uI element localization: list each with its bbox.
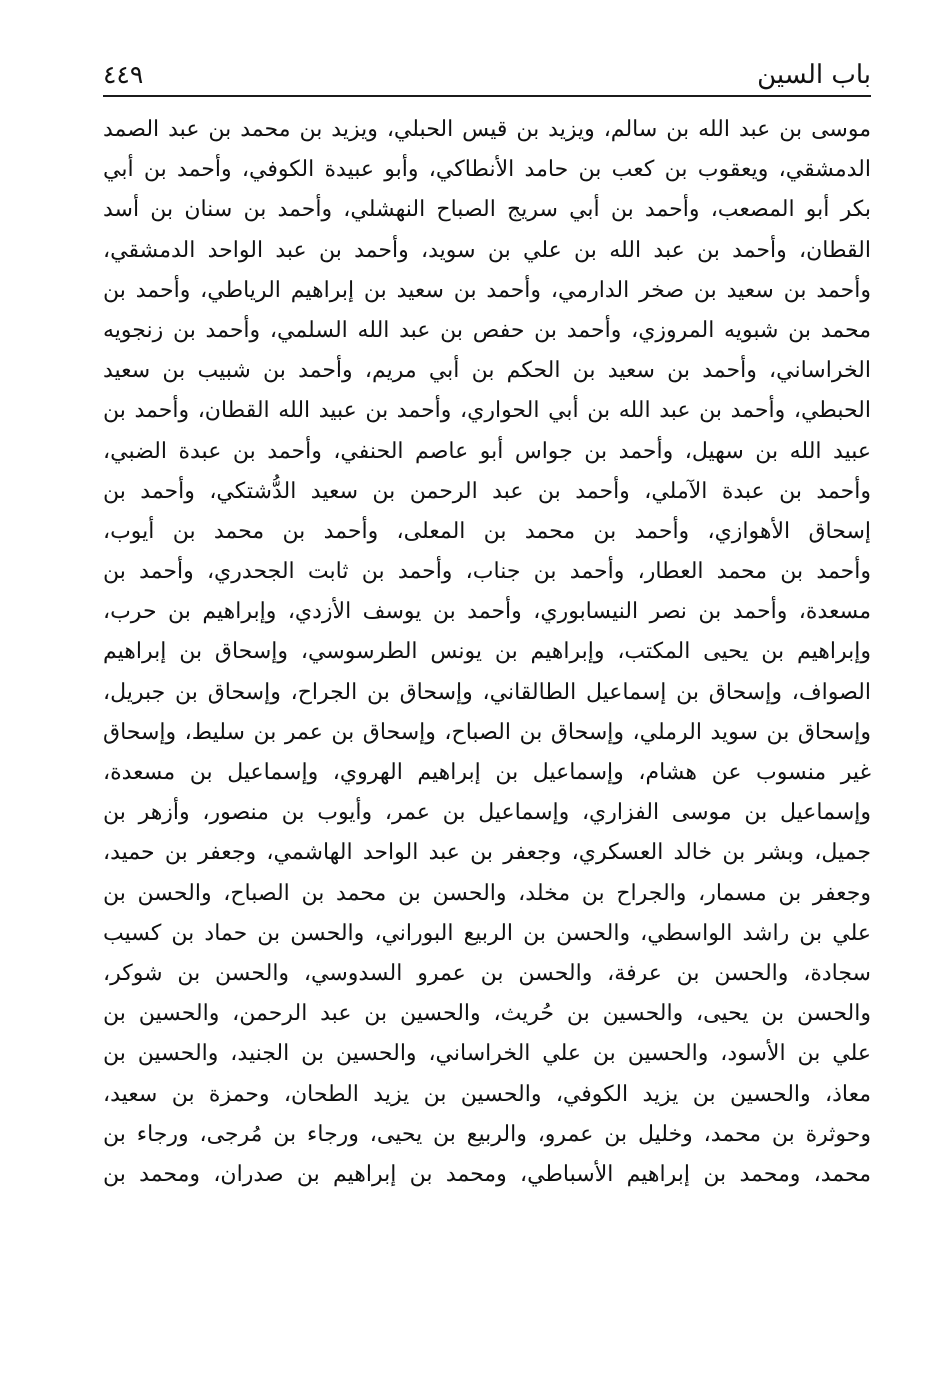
text-line: معاذ، والحسين بن يزيد الكوفي، والحسين بن يزيد الطحان، وحمزة بن سعيد، [103,1081,871,1107]
text-line: الصواف، وإسحاق بن إسماعيل الطالقاني، وإسحاق بن الجراح، وإسحاق بن جبريل، [103,679,871,705]
text-line: وأحمد بن عبدة الآملي، وأحمد بن عبد الرحمن بن سعيد الدُّشتكي، وأحمد بن [103,478,871,504]
body-text [103,110,871,1195]
chapter-title: باب السين [757,60,871,90]
text-line: بكر أبو المصعب، وأحمد بن أبي سريج الصباح النهشلي، وأحمد بن سنان بن أسد [103,197,871,223]
text-line: مسعدة، وأحمد بن نصر النيسابوري، وأحمد بن يوسف الأزدي، وإبراهيم بن حرب، [103,599,871,625]
text-line: القطان، وأحمد بن عبد الله بن علي بن سويد، وأحمد بن عبد الواحد الدمشقي، [103,237,871,263]
text-line: وإبراهيم بن يحيى المكتب، وإبراهيم بن يونس الطرسوسي، وإسحاق بن إبراهيم [103,639,871,665]
text-line: والحسن بن يحيى، والحسين بن حُريث، والحسين بن عبد الرحمن، والحسين بن [103,1001,871,1027]
text-line: عبيد الله بن سهيل، وأحمد بن جواس أبو عاصم الحنفي، وأحمد بن عبدة الضبي، [103,438,871,464]
page-header [103,58,871,90]
text-line: وأحمد بن سعيد بن صخر الدارمي، وأحمد بن سعيد بن إبراهيم الرياطي، وأحمد بن [103,277,871,303]
text-line: علي بن راشد الواسطي، والحسن بن الربيع البوراني، والحسن بن حماد بن كسيب [103,920,871,946]
text-line: إسحاق الأهوازي، وأحمد بن محمد بن المعلى، وأحمد بن محمد بن أيوب، [103,518,871,544]
text-line: وجعفر بن مسمار، والجراح بن مخلد، والحسن بن محمد بن الصباح، والحسن بن [103,880,871,906]
text-line: وحوثرة بن محمد، وخليل بن عمرو، والربيع بن يحيى، ورجاء بن مُرجى، ورجاء بن [103,1121,871,1147]
text-line: وإسحاق بن سويد الرملي، وإسحاق بن الصباح، وإسحاق بن عمر بن سليط، وإسحاق [103,719,871,745]
header-divider [103,95,871,97]
text-line: جميل، وبشر بن خالد العسكري، وجعفر بن عبد الواحد الهاشمي، وجعفر بن حميد، [103,840,871,866]
text-line: محمد بن شبويه المروزي، وأحمد بن حفص بن عبد الله السلمي، وأحمد بن زنجويه [103,317,871,343]
text-line: الدمشقي، ويعقوب بن كعب بن حامد الأنطاكي، وأبو عبيدة الكوفي، وأحمد بن أبي [103,157,871,183]
text-line: وأحمد بن محمد العطار، وأحمد بن جناب، وأحمد بن ثابت الجحدري، وأحمد بن [103,559,871,585]
text-line: علي بن الأسود، والحسين بن علي الخراساني، والحسين بن الجنيد، والحسين بن [103,1041,871,1067]
text-line: سجادة، والحسن بن عرفة، والحسن بن عمرو السدوسي، والحسن بن شوكر، [103,960,871,986]
text-line: الخراساني، وأحمد بن سعيد بن الحكم بن أبي مريم، وأحمد بن شبيب بن سعيد [103,358,871,384]
text-line: موسى بن عبد الله بن سالم، ويزيد بن قيس الحبلي، ويزيد بن محمد بن عبد الصمد [103,117,871,142]
text-line: محمد، ومحمد بن إبراهيم الأسباطي، ومحمد بن إبراهيم بن صدران، ومحمد بن [103,1161,871,1187]
text-line: غير منسوب عن هشام، وإسماعيل بن إبراهيم الهروي، وإسماعيل بن مسعدة، [103,760,871,785]
text-line: وإسماعيل بن موسى الفزاري، وإسماعيل بن عمر، وأيوب بن منصور، وأزهر بن [103,800,871,826]
page-number: ٤٤٩ [103,60,144,89]
text-line: الحبطي، وأحمد بن عبد الله بن أبي الحواري، وأحمد بن عبيد الله القطان، وأحمد بن [103,398,871,424]
